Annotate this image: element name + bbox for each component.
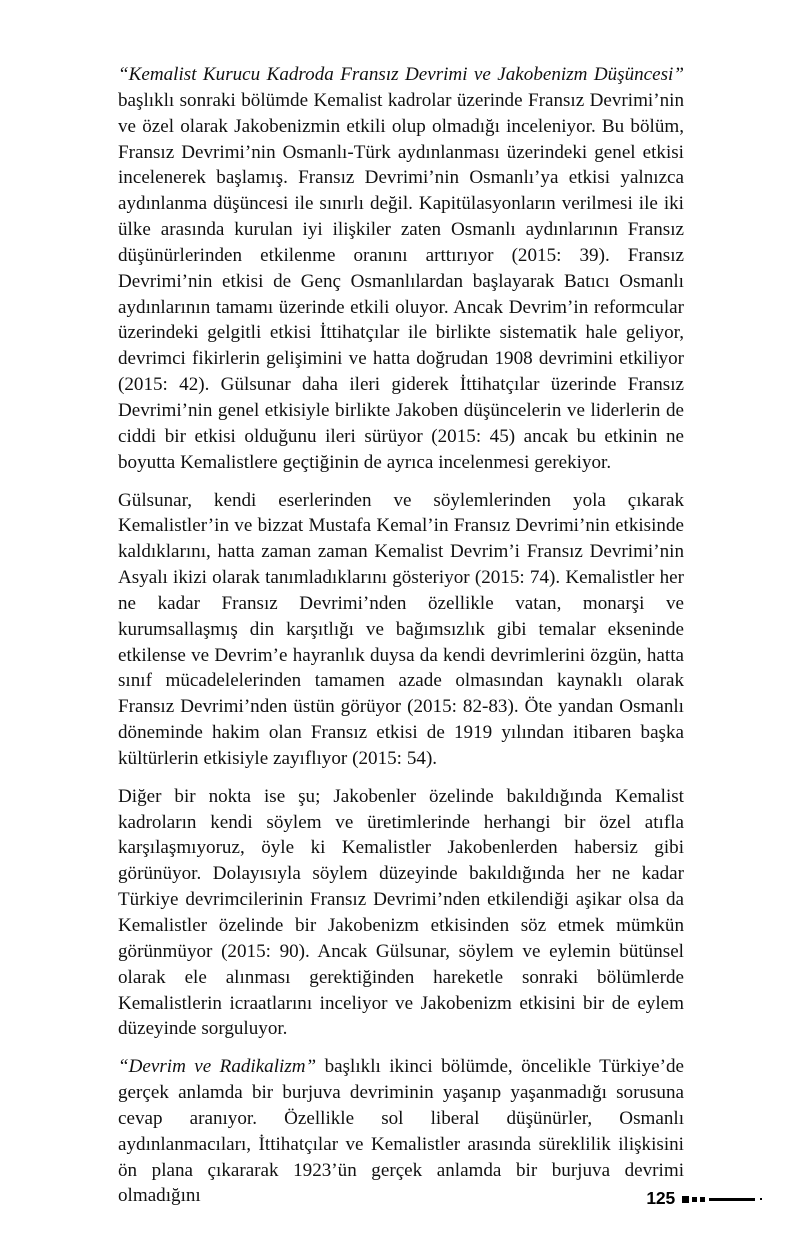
paragraph-2-body: Gülsunar, kendi eserlerinden ve söylemlerinden yola çıkarak Kemalistler’in ve bizzat Mustafa Kemal’in Fransız Devrimi’nin etkisinde kaldıklarını, hatta zaman zaman Kemalist Devrim’i Fransız Devrimi’nin Asyalı ikizi olarak tanımladıklarını gösteriyor (2015: 74). Kemalistler her ne kadar Fransız Devrimi’nden özellikle vatan, monarşi ve kurumsallaşmış din karşıtlığı ve bağımsızlık gibi temalar ekseninde etkilense ve Devrim’e hayranlık duysa da kendi devrimlerini özgün, hatta sınıf mücadelelerinden tamamen azade olmasından kaynaklı olarak Fransız Devrimi’nden üstün görüyor (2015: 82-83). Öte yandan Osmanlı döneminde hakim olan Fransız etkisi de 1919 yılından itibaren başka kültürlerin etkisiyle zayıflıyor (2015: 54). [118, 489, 684, 769]
paragraph-4 [118, 1054, 684, 1209]
chapter-title-quoted-1: “Kemalist Kurucu Kadroda Fransız Devrimi ve Jakobenizm Düşüncesi” [118, 64, 684, 85]
paragraph-1-body: başlıklı sonraki bölümde Kemalist kadrolar üzerinde Fransız Devrimi’nin ve özel olarak Jakobenizmin etkili olup olmadığı inceleniyor. Bu bölüm, Fransız Devrimi’nin Osmanlı-Türk aydınlanması üzerindeki genel etkisi incelenerek başlamış. Fransız Devrimi’nin Osmanlı’ya etkisi yalnızca aydınlanma düşüncesi ile sınırlı değil. Kapitülasyonların verilmesi ile iki ülke arasında kurulan iyi ilişkiler zaten Osmanlı aydınlarının Fransız düşünürlerinden etkilenme oranını arttırıyor (2015: 39). Fransız Devrimi’nin etkisi de Genç Osmanlılardan başlayarak Batıcı Osmanlı aydınlarının tamamı üzerinde etkili oluyor. Ancak Devrim’in reformcular üzerindeki gelgitli etkisi İttihatçılar ile birlikte sistematik hale geliyor, devrimci fikirlerin gelişimini ve hatta doğrudan 1908 devrimini etkiliyor (2015: 42). Gülsunar daha ileri giderek İttihatçılar üzerinde Fransız Devrimi’nin genel etkisiyle birlikte Jakoben düşüncelerin ve liderlerin de ciddi bir etkisi olduğunu ileri sürüyor (2015: 45) ancak bu etkinin ne boyutta Kemalistlere geçtiğinin de ayrıca incelenmesi gerekiyor. [118, 89, 684, 473]
chapter-title-quoted-2: “Devrim ve Radikalizm” [118, 1056, 317, 1078]
ornament-square-small-2 [700, 1197, 705, 1202]
text-column [118, 62, 684, 1209]
ornament-square-small-1 [692, 1197, 697, 1202]
footer-ornament-icon [682, 1196, 762, 1203]
paragraph-2 [118, 488, 684, 772]
paragraph-1 [118, 62, 684, 476]
paragraph-4-body: başlıklı ikinci bölümde, öncelikle Türkiye’de gerçek anlamda bir burjuva devriminin yaşanıp yaşanmadığı sorusuna cevap aranıyor. Özellikle sol liberal düşünürler, Osmanlı aydınlanmacıları, İttihatçılar ve Kemalistler arasında süreklilik ilişkisini ön plana çıkararak 1923’ün gerçek anlamda bir burjuva devrimi olmadığını [118, 1056, 684, 1207]
ornament-square-large [682, 1196, 689, 1203]
paragraph-3 [118, 784, 684, 1042]
paragraph-3-body: Diğer bir nokta ise şu; Jakobenler özelinde bakıldığında Kemalist kadroların kendi söylem ve üretimlerinde herhangi bir özel atıfla karşılaşmıyoruz, öyle ki Kemalistler Jakobenlerden habersiz gibi görünüyor. Dolayısıyla söylem düzeyinde bakıldığında her ne kadar Türkiye devrimcilerinin Fransız Devrimi’nden etkilendiği aşikar olsa da Kemalistler özelinde bir Jakobenizm etkisinden söz etmek mümkün görünmüyor (2015: 90). Ancak Gülsunar, söylem ve eylemin bütünsel olarak ele alınması gerektiğinden hareketle sonraki bölümlerde Kemalistlerin icraatlarını inceliyor ve Jakobenizm etkisini bir de eylem düzeyinde sorguluyor. [118, 785, 684, 1040]
ornament-bar [709, 1198, 755, 1201]
ornament-dot [760, 1198, 762, 1200]
page-number: 125 [646, 1188, 675, 1209]
page-footer [646, 1189, 762, 1209]
